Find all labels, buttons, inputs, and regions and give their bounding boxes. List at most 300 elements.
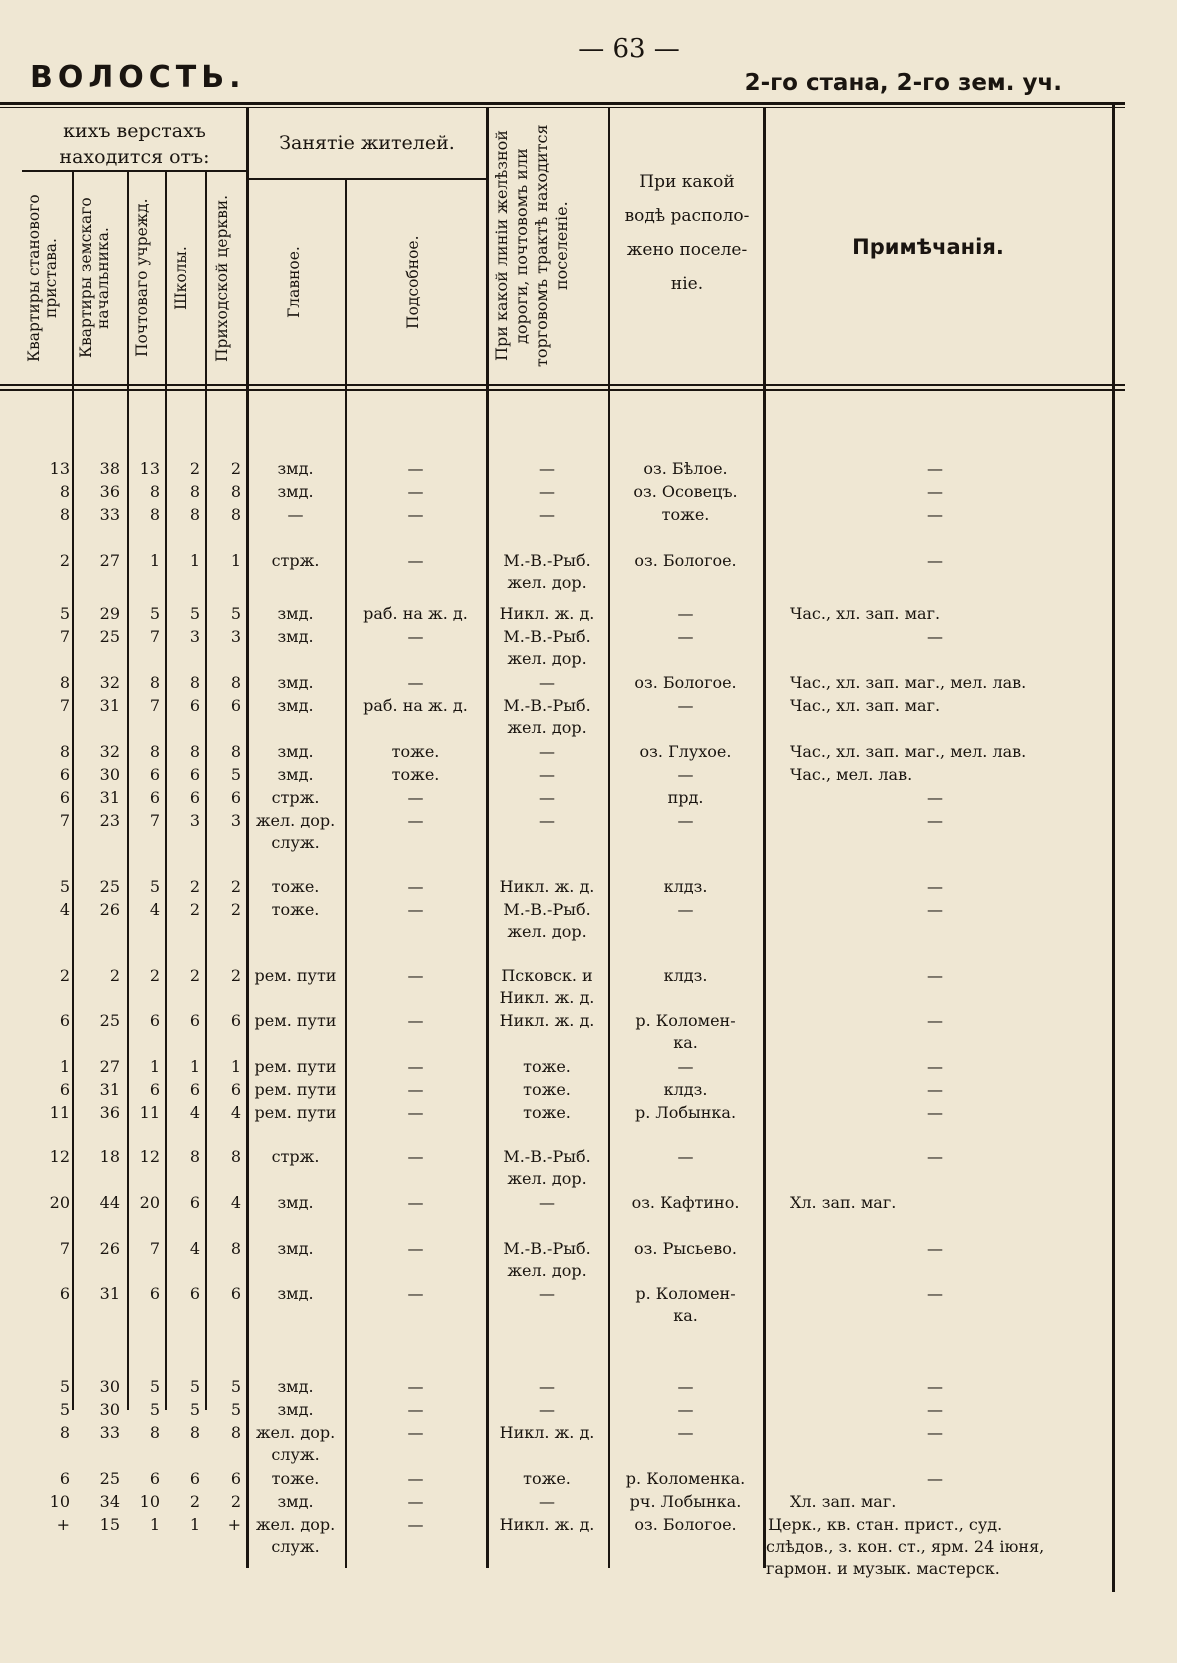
- aux-occupation-cell: —: [407, 1147, 424, 1166]
- main-occupation-cell: рем. пути: [254, 1011, 337, 1030]
- distance-cell: 1: [59, 1057, 70, 1076]
- distance-cell: 3: [189, 811, 200, 830]
- main-occupation-cell: рем. пути: [254, 1103, 337, 1122]
- notes-cell: Час., мел. лав.: [790, 765, 913, 784]
- notes-cell: Час., хл. зап. маг.: [790, 696, 941, 715]
- distance-cell: 1: [189, 1057, 200, 1076]
- aux-occupation-cell: тоже.: [391, 765, 440, 784]
- railway-cell: Псковск. и: [501, 966, 593, 985]
- main-occupation-cell: змд.: [277, 459, 314, 478]
- notes-cell: —: [927, 1103, 943, 1122]
- notes-cell-line2: слѣдов., з. кон. ст., ярм. 24 іюня,: [766, 1537, 1045, 1556]
- water-cell: р. Коломен-: [635, 1284, 736, 1303]
- distance-cell: 20: [139, 1193, 160, 1212]
- aux-occupation-cell: —: [407, 1469, 424, 1488]
- main-occupation-cell: рем. пути: [254, 966, 337, 985]
- distance-cell: 4: [59, 900, 70, 919]
- distance-cell: 25: [99, 1011, 120, 1030]
- distance-cell: 8: [189, 482, 200, 501]
- distance-cell: 1: [189, 1515, 200, 1534]
- distance-cell: 6: [59, 788, 70, 807]
- water-cell: —: [677, 1423, 694, 1442]
- distance-cell: 5: [149, 1377, 160, 1396]
- distance-cell: 7: [59, 811, 70, 830]
- colhead-main-occupation: Главное.: [285, 246, 303, 319]
- distance-cell: 2: [59, 551, 70, 570]
- distance-cell: 1: [149, 1057, 160, 1076]
- railway-cell: М.-В.-Рыб.: [503, 1147, 591, 1166]
- distance-cell: 1: [230, 551, 241, 570]
- distance-cell: 2: [230, 900, 241, 919]
- distance-cell: 8: [149, 742, 160, 761]
- water-cell: оз. Кафтино.: [631, 1193, 740, 1212]
- distance-cell: 2: [189, 459, 200, 478]
- distance-cell: 7: [149, 627, 160, 646]
- notes-cell: —: [927, 1284, 943, 1303]
- notes-cell: —: [927, 505, 943, 524]
- notes-cell: —: [927, 1011, 943, 1030]
- distance-cell: 6: [149, 1011, 160, 1030]
- distance-cell: 5: [149, 1400, 160, 1419]
- distance-cell: 31: [99, 1284, 120, 1303]
- railway-cell: тоже.: [523, 1080, 571, 1099]
- page-number: — 63 —: [578, 34, 680, 64]
- water-cell: —: [677, 627, 694, 646]
- railway-cell-line2: жел. дор.: [507, 1261, 587, 1280]
- distance-cell: 26: [99, 1239, 120, 1258]
- aux-occupation-cell: раб. на ж. д.: [363, 696, 468, 715]
- water-cell: —: [677, 604, 694, 623]
- colhead-water: При какой водѣ располо- жено поселе- ніе.: [624, 172, 750, 294]
- distance-cell: 6: [189, 1080, 200, 1099]
- notes-cell: —: [927, 1147, 943, 1166]
- water-cell: клдз.: [663, 877, 708, 896]
- aux-occupation-cell: —: [407, 877, 424, 896]
- water-cell: оз. Глухое.: [639, 742, 732, 761]
- occupation-group-heading: Занятіе жителей.: [279, 132, 455, 154]
- railway-cell: Никл. ж. д.: [499, 1011, 595, 1030]
- railway-cell-line2: жел. дор.: [507, 1169, 587, 1188]
- distance-cell: 6: [59, 1284, 70, 1303]
- distance-cell: 5: [59, 604, 70, 623]
- page-header-left: ВОЛОСТЬ.: [30, 60, 246, 95]
- aux-occupation-cell: —: [407, 482, 424, 501]
- distance-cell: 8: [230, 1147, 241, 1166]
- distance-cell: 25: [99, 627, 120, 646]
- notes-cell: —: [927, 551, 943, 570]
- aux-occupation-cell: —: [407, 1239, 424, 1258]
- distance-cell: 6: [189, 765, 200, 784]
- notes-cell: —: [927, 1080, 943, 1099]
- water-cell: оз. Бологое.: [634, 673, 737, 692]
- aux-occupation-cell: —: [407, 900, 424, 919]
- main-occupation-cell-line2: служ.: [271, 1445, 320, 1464]
- main-occupation-cell-line2: служ.: [271, 833, 320, 852]
- distance-cell: 12: [49, 1147, 70, 1166]
- aux-occupation-cell: —: [407, 1193, 424, 1212]
- main-occupation-cell: змд.: [277, 604, 314, 623]
- railway-cell: —: [539, 1400, 555, 1419]
- notes-cell: —: [927, 788, 943, 807]
- distance-cell: 26: [99, 900, 120, 919]
- distance-cell: 7: [149, 811, 160, 830]
- notes-cell: Хл. зап. маг.: [790, 1193, 897, 1212]
- aux-occupation-cell: —: [407, 459, 424, 478]
- distance-cell: 1: [149, 551, 160, 570]
- railway-cell: М.-В.-Рыб.: [503, 627, 591, 646]
- railway-cell: тоже.: [523, 1057, 571, 1076]
- distance-cell: 6: [189, 1193, 200, 1212]
- aux-occupation-cell: —: [407, 1057, 424, 1076]
- distance-cell: 5: [149, 604, 160, 623]
- distance-cell: 33: [99, 1423, 120, 1442]
- distance-cell: 5: [189, 1377, 200, 1396]
- distance-cell: 36: [99, 482, 120, 501]
- top-rule: [0, 102, 1125, 105]
- railway-cell: Никл. ж. д.: [499, 1515, 595, 1534]
- distance-cell: 8: [189, 505, 200, 524]
- distance-cell: 4: [149, 900, 160, 919]
- col-rule: [345, 178, 347, 1568]
- water-cell: клдз.: [663, 1080, 708, 1099]
- distance-cell: 2: [230, 1492, 241, 1511]
- distance-cell: 15: [99, 1515, 120, 1534]
- distance-cell: 2: [230, 877, 241, 896]
- page-header-right: 2-го стана, 2-го зем. уч.: [744, 70, 1062, 96]
- distance-cell: 7: [149, 1239, 160, 1258]
- notes-cell: —: [927, 1400, 943, 1419]
- col-rule: [486, 108, 489, 1568]
- notes-cell: —: [927, 627, 943, 646]
- main-occupation-cell: змд.: [277, 482, 314, 501]
- distance-cell: 30: [99, 1377, 120, 1396]
- distance-cell: 2: [189, 1492, 200, 1511]
- header-bottom-rule: [0, 384, 1125, 386]
- distance-cell: 6: [230, 1080, 241, 1099]
- colhead-stanovoy: Квартиры станового пристава.: [25, 194, 60, 362]
- railway-cell: —: [539, 811, 555, 830]
- water-cell: оз. Бологое.: [634, 551, 737, 570]
- railway-cell-line2: жел. дор.: [507, 718, 587, 737]
- distance-cell: 5: [189, 604, 200, 623]
- notes-cell: —: [927, 1423, 943, 1442]
- main-occupation-cell: змд.: [277, 696, 314, 715]
- railway-cell-line2: жел. дор.: [507, 573, 587, 592]
- distance-cell: 13: [139, 459, 160, 478]
- distance-cell: 1: [189, 551, 200, 570]
- distance-cell: 6: [149, 1284, 160, 1303]
- railway-cell: —: [539, 459, 555, 478]
- distance-cell: 34: [99, 1492, 120, 1511]
- distance-cell: 4: [189, 1239, 200, 1258]
- aux-occupation-cell: —: [407, 551, 424, 570]
- distance-cell: 2: [59, 966, 70, 985]
- railway-cell: —: [539, 742, 555, 761]
- notes-cell: —: [927, 1057, 943, 1076]
- aux-occupation-cell: —: [407, 1103, 424, 1122]
- notes-cell: Час., хл. зап. маг., мел. лав.: [790, 742, 1027, 761]
- col-rule: [763, 108, 766, 1568]
- distance-cell: 6: [149, 765, 160, 784]
- water-cell-line2: ка.: [673, 1033, 698, 1052]
- distance-cell: 5: [189, 1400, 200, 1419]
- aux-occupation-cell: тоже.: [391, 742, 440, 761]
- distance-cell: 32: [99, 673, 120, 692]
- distance-cell: 6: [59, 765, 70, 784]
- distance-cell: 6: [149, 1469, 160, 1488]
- water-cell: р. Коломен-: [635, 1011, 736, 1030]
- distance-cell: 44: [99, 1193, 120, 1212]
- distance-cell: 6: [189, 788, 200, 807]
- distance-cell: 36: [99, 1103, 120, 1122]
- distance-cell: 11: [139, 1103, 160, 1122]
- aux-occupation-cell: —: [407, 1492, 424, 1511]
- aux-occupation-cell: —: [407, 673, 424, 692]
- distance-cell: 6: [149, 788, 160, 807]
- distance-cell: 2: [189, 877, 200, 896]
- main-occupation-cell: змд.: [277, 1239, 314, 1258]
- distance-cell: 4: [189, 1103, 200, 1122]
- distance-cell: 2: [189, 966, 200, 985]
- railway-cell: Никл. ж. д.: [499, 877, 595, 896]
- notes-cell: —: [927, 877, 943, 896]
- distance-cell: 2: [230, 966, 241, 985]
- railway-cell: М.-В.-Рыб.: [503, 1239, 591, 1258]
- distance-cell: 6: [59, 1011, 70, 1030]
- colhead-notes: Примѣчанія.: [852, 235, 1004, 259]
- main-occupation-cell: жел. дор.: [255, 1423, 336, 1442]
- distance-cell: 38: [99, 459, 120, 478]
- water-cell: р. Лобынка.: [634, 1103, 737, 1122]
- main-occupation-cell: жел. дор.: [255, 1515, 336, 1534]
- railway-cell-line2: жел. дор.: [507, 649, 587, 668]
- aux-occupation-cell: —: [407, 627, 424, 646]
- notes-cell: Церк., кв. стан. прист., суд.: [768, 1515, 1003, 1534]
- distance-cell: 2: [230, 459, 241, 478]
- main-occupation-cell: змд.: [277, 1377, 314, 1396]
- distance-cell: 12: [139, 1147, 160, 1166]
- distance-cell: 6: [149, 1080, 160, 1099]
- water-cell: оз. Бѣлое.: [643, 459, 728, 478]
- distance-cell: 4: [230, 1103, 241, 1122]
- distance-cell: 8: [230, 1239, 241, 1258]
- main-occupation-cell: тоже.: [271, 877, 320, 896]
- main-occupation-cell-line2: служ.: [271, 1537, 320, 1556]
- notes-cell-line3: гармон. и музык. мастерск.: [766, 1559, 1000, 1578]
- distance-cell: 4: [230, 1193, 241, 1212]
- distance-cell: 8: [230, 742, 241, 761]
- header-bottom-rule-2: [0, 389, 1125, 391]
- distance-cell: 6: [230, 1469, 241, 1488]
- distance-cell: 5: [149, 877, 160, 896]
- main-occupation-cell: тоже.: [271, 900, 320, 919]
- water-cell: оз. Бологое.: [634, 1515, 737, 1534]
- distance-cell: 6: [189, 1284, 200, 1303]
- distance-cell: 8: [149, 673, 160, 692]
- distance-cell: 8: [189, 742, 200, 761]
- distance-cell: 32: [99, 742, 120, 761]
- table-right-rule: [1112, 102, 1115, 1592]
- distance-cell: 5: [230, 765, 241, 784]
- distance-cell: 6: [230, 1284, 241, 1303]
- distance-cell: 7: [59, 627, 70, 646]
- distance-cell: 7: [149, 696, 160, 715]
- main-occupation-cell: стрж.: [271, 788, 320, 807]
- distance-cell: 8: [59, 673, 70, 692]
- railway-cell: М.-В.-Рыб.: [503, 900, 591, 919]
- main-occupation-cell: змд.: [277, 673, 314, 692]
- main-occupation-cell: змд.: [277, 1284, 314, 1303]
- aux-occupation-cell: раб. на ж. д.: [363, 604, 468, 623]
- water-cell: прд.: [667, 788, 704, 807]
- distance-cell: 6: [230, 696, 241, 715]
- water-cell: оз. Осовецъ.: [633, 482, 738, 501]
- aux-occupation-cell: —: [407, 788, 424, 807]
- water-cell: —: [677, 765, 694, 784]
- main-occupation-cell: змд.: [277, 765, 314, 784]
- distance-cell: 8: [59, 505, 70, 524]
- distance-cell: 8: [149, 1423, 160, 1442]
- distance-cell: 29: [99, 604, 120, 623]
- aux-occupation-cell: —: [407, 1011, 424, 1030]
- distance-cell: 30: [99, 765, 120, 784]
- notes-cell: —: [927, 482, 943, 501]
- main-occupation-cell: змд.: [277, 1193, 314, 1212]
- aux-occupation-cell: —: [407, 505, 424, 524]
- distance-cell: 6: [230, 1011, 241, 1030]
- distance-cell: 8: [149, 505, 160, 524]
- main-occupation-cell: рем. пути: [254, 1080, 337, 1099]
- distance-cell: 8: [230, 1423, 241, 1442]
- distance-cell: 31: [99, 1080, 120, 1099]
- water-cell: рч. Лобынка.: [629, 1492, 742, 1511]
- aux-occupation-cell: —: [407, 1284, 424, 1303]
- distance-cell: 8: [59, 1423, 70, 1442]
- distance-cell: 33: [99, 505, 120, 524]
- distance-cell: 31: [99, 788, 120, 807]
- water-cell: —: [677, 1147, 694, 1166]
- distance-cell: 8: [189, 1423, 200, 1442]
- railway-cell: —: [539, 765, 555, 784]
- distance-cell: +: [227, 1515, 241, 1534]
- railway-cell: —: [539, 482, 555, 501]
- aux-occupation-cell: —: [407, 966, 424, 985]
- notes-cell: —: [927, 1377, 943, 1396]
- distance-cell: 8: [59, 482, 70, 501]
- distance-cell: 3: [230, 811, 241, 830]
- water-cell: р. Коломенка.: [625, 1469, 746, 1488]
- distance-cell: 8: [189, 673, 200, 692]
- water-cell-line2: ка.: [673, 1306, 698, 1325]
- railway-cell: —: [539, 1193, 555, 1212]
- distance-cell: 8: [59, 742, 70, 761]
- distance-cell: 8: [230, 482, 241, 501]
- distance-cell: 1: [230, 1057, 241, 1076]
- distance-cell: 5: [59, 1377, 70, 1396]
- water-cell: —: [677, 1377, 694, 1396]
- distance-cell: 6: [189, 1469, 200, 1488]
- aux-occupation-cell: —: [407, 1423, 424, 1442]
- distance-cell: 13: [49, 459, 70, 478]
- main-occupation-cell: змд.: [277, 742, 314, 761]
- distance-cell: 10: [139, 1492, 160, 1511]
- railway-cell: тоже.: [523, 1103, 571, 1122]
- distance-cell: 2: [189, 900, 200, 919]
- distance-cell: 11: [49, 1103, 70, 1122]
- distance-cell: 25: [99, 1469, 120, 1488]
- water-cell: —: [677, 696, 694, 715]
- main-occupation-cell: —: [287, 505, 304, 524]
- colhead-church: Приходской церкви.: [213, 194, 231, 362]
- distance-cell: 27: [99, 1057, 120, 1076]
- distance-cell: 2: [149, 966, 160, 985]
- water-cell: тоже.: [661, 505, 710, 524]
- water-cell: —: [677, 1400, 694, 1419]
- main-occupation-cell: стрж.: [271, 551, 320, 570]
- distance-cell: 8: [230, 505, 241, 524]
- distance-cell: 3: [230, 627, 241, 646]
- distance-cell: 6: [59, 1080, 70, 1099]
- distance-cell: 6: [59, 1469, 70, 1488]
- top-rule-thin: [0, 107, 1125, 108]
- distance-cell: 6: [230, 788, 241, 807]
- colhead-railway: При какой линіи желѣзной дороги, почтовомъ или торговомъ трактѣ находится поселеніе.: [492, 124, 571, 368]
- water-cell: —: [677, 811, 694, 830]
- distance-cell: 5: [59, 1400, 70, 1419]
- distance-cell: 8: [230, 673, 241, 692]
- water-cell: клдз.: [663, 966, 708, 985]
- dist-group-underline: [22, 170, 247, 172]
- railway-cell-line2: жел. дор.: [507, 922, 587, 941]
- railway-cell: М.-В.-Рыб.: [503, 696, 591, 715]
- distance-cell: 8: [189, 1147, 200, 1166]
- notes-cell: Час., хл. зап. маг., мел. лав.: [790, 673, 1027, 692]
- distance-cell: 31: [99, 696, 120, 715]
- colhead-post: Почтоваго учрежд.: [133, 198, 151, 358]
- notes-cell: —: [927, 811, 943, 830]
- main-occupation-cell: змд.: [277, 1400, 314, 1419]
- railway-cell-line2: Никл. ж. д.: [499, 988, 595, 1007]
- distance-cell: 7: [59, 696, 70, 715]
- notes-cell: —: [927, 1239, 943, 1258]
- main-occupation-cell: тоже.: [271, 1469, 320, 1488]
- dist-group-heading: кихъ верстахъ находится отъ:: [59, 120, 210, 168]
- railway-cell: —: [539, 1492, 555, 1511]
- colhead-zemsky: Квартиры земскаго начальника.: [77, 197, 112, 359]
- railway-cell: —: [539, 788, 555, 807]
- notes-cell: Хл. зап. маг.: [790, 1492, 897, 1511]
- distance-cell: 5: [230, 1400, 241, 1419]
- distance-cell: 23: [99, 811, 120, 830]
- colhead-aux-occupation: Подсобное.: [404, 235, 422, 330]
- aux-occupation-cell: —: [407, 1377, 424, 1396]
- water-cell: оз. Рыcьево.: [634, 1239, 737, 1258]
- distance-cell: 5: [59, 877, 70, 896]
- railway-cell: Никл. ж. д.: [499, 1423, 595, 1442]
- aux-occupation-cell: —: [407, 1515, 424, 1534]
- notes-cell: —: [927, 966, 943, 985]
- main-occupation-cell: стрж.: [271, 1147, 320, 1166]
- railway-cell: —: [539, 673, 555, 692]
- main-occupation-cell: жел. дор.: [255, 811, 336, 830]
- water-cell: —: [677, 1057, 694, 1076]
- distance-cell: 7: [59, 1239, 70, 1258]
- distance-cell: 8: [149, 482, 160, 501]
- main-occupation-cell: змд.: [277, 1492, 314, 1511]
- distance-cell: 5: [230, 1377, 241, 1396]
- distance-cell: 30: [99, 1400, 120, 1419]
- railway-cell: М.-В.-Рыб.: [503, 551, 591, 570]
